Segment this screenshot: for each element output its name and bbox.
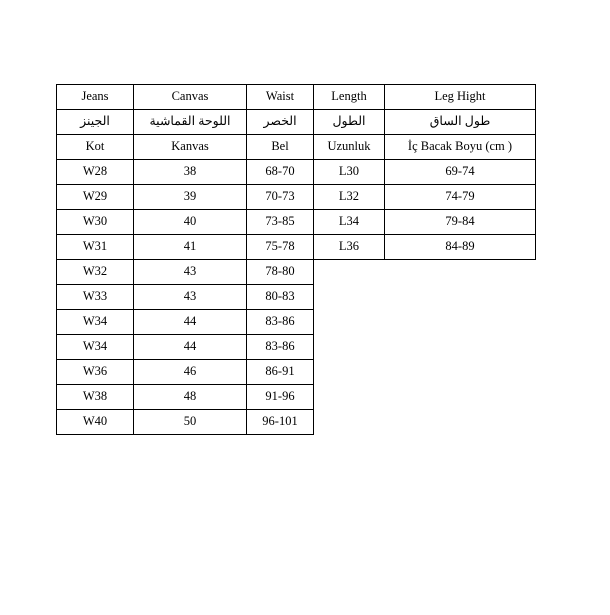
- cell-jeans: W28: [57, 160, 134, 185]
- cell-empty: [385, 385, 536, 410]
- cell-empty: [314, 285, 385, 310]
- cell-empty: [314, 335, 385, 360]
- cell-leg: 69-74: [385, 160, 536, 185]
- cell-canvas: 48: [134, 385, 247, 410]
- cell-leg: 74-79: [385, 185, 536, 210]
- table-header-row-turkish: [57, 135, 536, 160]
- table-row: [57, 310, 536, 335]
- cell-waist: 86-91: [247, 360, 314, 385]
- cell-waist: 70-73: [247, 185, 314, 210]
- cell-waist: 68-70: [247, 160, 314, 185]
- table-row: [57, 210, 536, 235]
- cell-jeans: W29: [57, 185, 134, 210]
- header-length-ar: الطول: [314, 110, 385, 135]
- cell-empty: [314, 360, 385, 385]
- header-jeans-tr: Kot: [57, 135, 134, 160]
- header-jeans-en: Jeans: [57, 85, 134, 110]
- cell-waist: 91-96: [247, 385, 314, 410]
- cell-canvas: 44: [134, 310, 247, 335]
- header-canvas-tr: Kanvas: [134, 135, 247, 160]
- cell-waist: 83-86: [247, 310, 314, 335]
- header-waist-en: Waist: [247, 85, 314, 110]
- cell-waist: 96-101: [247, 410, 314, 435]
- header-length-tr: Uzunluk: [314, 135, 385, 160]
- cell-waist: 78-80: [247, 260, 314, 285]
- cell-canvas: 39: [134, 185, 247, 210]
- cell-jeans: W34: [57, 335, 134, 360]
- header-length-en: Length: [314, 85, 385, 110]
- header-leg-en: Leg Hight: [385, 85, 536, 110]
- cell-leg: 84-89: [385, 235, 536, 260]
- cell-jeans: W33: [57, 285, 134, 310]
- cell-length: L32: [314, 185, 385, 210]
- cell-length: L30: [314, 160, 385, 185]
- cell-jeans: W32: [57, 260, 134, 285]
- cell-canvas: 50: [134, 410, 247, 435]
- cell-canvas: 43: [134, 260, 247, 285]
- cell-empty: [314, 310, 385, 335]
- cell-waist: 73-85: [247, 210, 314, 235]
- cell-empty: [385, 260, 536, 285]
- header-canvas-ar: اللوحة القماشية: [134, 110, 247, 135]
- cell-canvas: 46: [134, 360, 247, 385]
- cell-empty: [314, 410, 385, 435]
- header-waist-tr: Bel: [247, 135, 314, 160]
- table-row: [57, 410, 536, 435]
- cell-leg: 79-84: [385, 210, 536, 235]
- table-row: [57, 335, 536, 360]
- cell-jeans: W31: [57, 235, 134, 260]
- header-jeans-ar: الجينز: [57, 110, 134, 135]
- cell-jeans: W34: [57, 310, 134, 335]
- cell-canvas: 38: [134, 160, 247, 185]
- table-row: [57, 385, 536, 410]
- size-chart-table: [56, 84, 536, 435]
- header-canvas-en: Canvas: [134, 85, 247, 110]
- cell-waist: 80-83: [247, 285, 314, 310]
- table-row: [57, 260, 536, 285]
- cell-length: L34: [314, 210, 385, 235]
- header-waist-ar: الخصر: [247, 110, 314, 135]
- cell-empty: [385, 310, 536, 335]
- table-row: [57, 235, 536, 260]
- header-leg-tr: İç Bacak Boyu (cm ): [385, 135, 536, 160]
- cell-empty: [314, 385, 385, 410]
- cell-jeans: W30: [57, 210, 134, 235]
- cell-empty: [385, 335, 536, 360]
- cell-empty: [385, 360, 536, 385]
- cell-jeans: W40: [57, 410, 134, 435]
- cell-jeans: W38: [57, 385, 134, 410]
- table-row: [57, 285, 536, 310]
- cell-waist: 75-78: [247, 235, 314, 260]
- table-row: [57, 160, 536, 185]
- cell-waist: 83-86: [247, 335, 314, 360]
- cell-empty: [385, 285, 536, 310]
- cell-empty: [314, 260, 385, 285]
- cell-canvas: 44: [134, 335, 247, 360]
- cell-canvas: 41: [134, 235, 247, 260]
- cell-canvas: 40: [134, 210, 247, 235]
- table-row: [57, 360, 536, 385]
- cell-canvas: 43: [134, 285, 247, 310]
- table-header-row-english: [57, 85, 536, 110]
- header-leg-ar: طول الساق: [385, 110, 536, 135]
- cell-empty: [385, 410, 536, 435]
- cell-length: L36: [314, 235, 385, 260]
- table-header-row-arabic: [57, 110, 536, 135]
- table-row: [57, 185, 536, 210]
- cell-jeans: W36: [57, 360, 134, 385]
